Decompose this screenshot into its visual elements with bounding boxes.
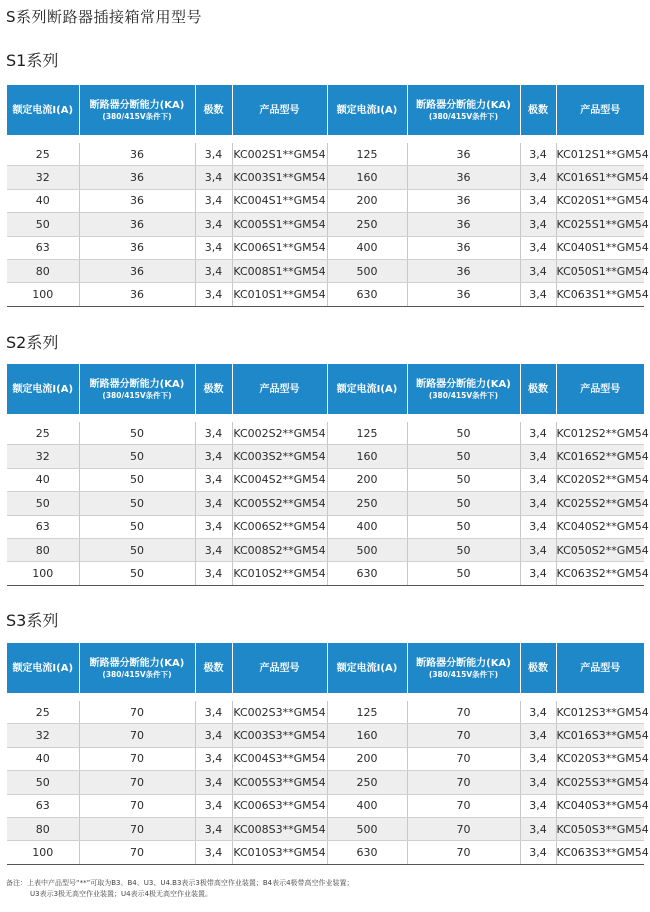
header-breaking: [407, 364, 520, 414]
model-cell: KC063S2**GM54: [556, 562, 644, 585]
poles-cell: 3,4: [195, 259, 232, 282]
current-cell: 25: [7, 422, 79, 445]
breaking-cell: 70: [79, 771, 195, 794]
poles-cell: 3,4: [195, 817, 232, 840]
header-breaking-sub: (380/415V条件下): [428, 390, 499, 400]
header-model: 产品型号: [556, 364, 644, 414]
header-current: 额定电流I(A): [327, 85, 407, 135]
current-cell: 40: [7, 189, 79, 212]
model-cell: KC040S3**GM54: [556, 794, 644, 817]
model-cell: KC050S1**GM54: [556, 259, 644, 282]
poles-cell: 3,4: [195, 143, 232, 166]
breaking-cell: 50: [79, 445, 195, 468]
current-cell: 160: [327, 724, 407, 747]
section-title-s3: S3系列: [6, 611, 59, 630]
table-row: [7, 724, 644, 747]
poles-cell: 3,4: [195, 236, 232, 259]
model-cell: KC020S1**GM54: [556, 189, 644, 212]
current-cell: 32: [7, 166, 79, 189]
breaking-cell: 50: [407, 538, 520, 561]
current-cell: 200: [327, 747, 407, 770]
current-cell: 200: [327, 189, 407, 212]
poles-cell: 3,4: [195, 538, 232, 561]
spacer-cell: [7, 693, 644, 701]
current-cell: 400: [327, 236, 407, 259]
breaking-cell: 70: [407, 817, 520, 840]
model-cell: KC010S3**GM54: [232, 841, 327, 864]
model-cell: KC008S2**GM54: [232, 538, 327, 561]
breaking-cell: 70: [407, 747, 520, 770]
model-cell: KC025S2**GM54: [556, 492, 644, 515]
poles-cell: 3,4: [520, 143, 556, 166]
current-cell: 50: [7, 771, 79, 794]
current-cell: 125: [327, 143, 407, 166]
poles-cell: 3,4: [195, 841, 232, 864]
poles-cell: 3,4: [195, 468, 232, 491]
poles-cell: 3,4: [195, 515, 232, 538]
header-breaking-label: 断路器分断能力(KA): [416, 657, 511, 669]
poles-cell: 3,4: [195, 213, 232, 236]
header-breaking: [407, 643, 520, 693]
poles-cell: 3,4: [195, 794, 232, 817]
breaking-cell: 36: [407, 166, 520, 189]
poles-cell: 3,4: [195, 562, 232, 585]
poles-cell: 3,4: [195, 445, 232, 468]
current-cell: 200: [327, 468, 407, 491]
header-current: 额定电流I(A): [327, 643, 407, 693]
header-breaking-sub: (380/415V条件下): [102, 390, 172, 400]
footnote: [6, 878, 646, 900]
breaking-cell: 36: [407, 283, 520, 306]
breaking-cell: 36: [407, 143, 520, 166]
current-cell: 400: [327, 794, 407, 817]
current-cell: 63: [7, 236, 79, 259]
table-row: [7, 701, 644, 724]
header-breaking-sub: (380/415V条件下): [428, 111, 499, 121]
current-cell: 25: [7, 143, 79, 166]
header-poles: 极数: [195, 643, 232, 693]
header-breaking-sub: (380/415V条件下): [102, 669, 172, 679]
breaking-cell: 36: [79, 189, 195, 212]
model-cell: KC063S1**GM54: [556, 283, 644, 306]
header-current: 额定电流I(A): [7, 643, 79, 693]
poles-cell: 3,4: [195, 422, 232, 445]
current-cell: 32: [7, 445, 79, 468]
header-breaking: [79, 364, 195, 414]
table-row: [7, 562, 644, 585]
breaking-cell: 50: [407, 515, 520, 538]
spec-table-s2: [7, 364, 649, 586]
spec-table-s1: [7, 85, 649, 307]
table-row: [7, 189, 644, 212]
model-cell: KC003S3**GM54: [232, 724, 327, 747]
model-cell: KC008S3**GM54: [232, 817, 327, 840]
header-breaking: [407, 85, 520, 135]
model-cell: KC005S2**GM54: [232, 492, 327, 515]
model-cell: KC002S2**GM54: [232, 422, 327, 445]
header-poles: 极数: [195, 364, 232, 414]
breaking-cell: 36: [407, 213, 520, 236]
model-cell: KC004S1**GM54: [232, 189, 327, 212]
model-cell: KC005S3**GM54: [232, 771, 327, 794]
current-cell: 63: [7, 515, 79, 538]
section-title-s1: S1系列: [6, 51, 59, 70]
model-cell: KC012S3**GM54: [556, 701, 644, 724]
poles-cell: 3,4: [195, 771, 232, 794]
header-breaking: [79, 643, 195, 693]
table-row: [7, 515, 644, 538]
current-cell: 80: [7, 817, 79, 840]
model-cell: KC063S3**GM54: [556, 841, 644, 864]
poles-cell: 3,4: [520, 492, 556, 515]
poles-cell: 3,4: [520, 189, 556, 212]
current-cell: 500: [327, 817, 407, 840]
breaking-cell: 36: [79, 143, 195, 166]
current-cell: 250: [327, 492, 407, 515]
breaking-cell: 70: [407, 701, 520, 724]
model-cell: KC016S2**GM54: [556, 445, 644, 468]
current-cell: 40: [7, 747, 79, 770]
table-row: [7, 143, 644, 166]
poles-cell: 3,4: [520, 817, 556, 840]
current-cell: 250: [327, 213, 407, 236]
breaking-cell: 50: [79, 515, 195, 538]
model-cell: KC006S3**GM54: [232, 794, 327, 817]
table-row: [7, 213, 644, 236]
current-cell: 160: [327, 445, 407, 468]
breaking-cell: 36: [407, 189, 520, 212]
poles-cell: 3,4: [520, 701, 556, 724]
model-cell: KC040S1**GM54: [556, 236, 644, 259]
poles-cell: 3,4: [520, 562, 556, 585]
header-breaking-label: 断路器分断能力(KA): [416, 99, 511, 111]
header-breaking-label: 断路器分断能力(KA): [89, 99, 185, 111]
table-row: [7, 236, 644, 259]
poles-cell: 3,4: [195, 701, 232, 724]
table-row: [7, 259, 644, 282]
header-poles: 极数: [520, 85, 556, 135]
header-poles: 极数: [195, 85, 232, 135]
model-cell: KC020S2**GM54: [556, 468, 644, 491]
model-cell: KC006S2**GM54: [232, 515, 327, 538]
table-row: [7, 817, 644, 840]
breaking-cell: 70: [407, 794, 520, 817]
breaking-cell: 36: [79, 283, 195, 306]
poles-cell: 3,4: [520, 515, 556, 538]
current-cell: 100: [7, 841, 79, 864]
breaking-cell: 36: [79, 236, 195, 259]
current-cell: 630: [327, 283, 407, 306]
breaking-cell: 70: [79, 747, 195, 770]
poles-cell: 3,4: [520, 259, 556, 282]
current-cell: 32: [7, 724, 79, 747]
section-title-s2: S2系列: [6, 333, 59, 352]
poles-cell: 3,4: [520, 538, 556, 561]
table-row: [7, 422, 644, 445]
header-spacer: [7, 414, 644, 422]
header-model: 产品型号: [232, 85, 327, 135]
header-model: 产品型号: [556, 85, 644, 135]
spec-table-s3: [7, 643, 649, 865]
poles-cell: 3,4: [195, 492, 232, 515]
model-cell: KC010S1**GM54: [232, 283, 327, 306]
table-row: [7, 841, 644, 864]
breaking-cell: 36: [407, 236, 520, 259]
current-cell: 630: [327, 562, 407, 585]
breaking-cell: 70: [79, 724, 195, 747]
table-row: [7, 492, 644, 515]
table-header-row: [7, 643, 644, 693]
poles-cell: 3,4: [195, 283, 232, 306]
model-cell: KC006S1**GM54: [232, 236, 327, 259]
model-cell: KC016S1**GM54: [556, 166, 644, 189]
breaking-cell: 36: [79, 213, 195, 236]
current-cell: 40: [7, 468, 79, 491]
table-row: [7, 468, 644, 491]
poles-cell: 3,4: [520, 771, 556, 794]
current-cell: 80: [7, 259, 79, 282]
poles-cell: 3,4: [520, 794, 556, 817]
header-breaking-label: 断路器分断能力(KA): [89, 657, 185, 669]
model-cell: KC050S2**GM54: [556, 538, 644, 561]
model-cell: KC002S1**GM54: [232, 143, 327, 166]
table-header-row: [7, 85, 644, 135]
model-cell: KC008S1**GM54: [232, 259, 327, 282]
table-row: [7, 283, 644, 306]
table-row: [7, 794, 644, 817]
model-cell: KC003S2**GM54: [232, 445, 327, 468]
header-spacer: [7, 693, 644, 701]
model-cell: KC003S1**GM54: [232, 166, 327, 189]
poles-cell: 3,4: [195, 747, 232, 770]
header-breaking-label: 断路器分断能力(KA): [416, 378, 511, 390]
header-current: 额定电流I(A): [7, 364, 79, 414]
header-current: 额定电流I(A): [7, 85, 79, 135]
model-cell: KC005S1**GM54: [232, 213, 327, 236]
header-poles: 极数: [520, 643, 556, 693]
table-header-row: [7, 364, 644, 414]
poles-cell: 3,4: [520, 468, 556, 491]
current-cell: 25: [7, 701, 79, 724]
table-row: [7, 747, 644, 770]
poles-cell: 3,4: [195, 166, 232, 189]
header-model: 产品型号: [232, 364, 327, 414]
footnote-line-2: U3表示3极无高空作业装置；U4表示4极无高空作业装置。: [30, 890, 213, 898]
current-cell: 50: [7, 213, 79, 236]
model-cell: KC012S2**GM54: [556, 422, 644, 445]
model-cell: KC004S2**GM54: [232, 468, 327, 491]
model-cell: KC020S3**GM54: [556, 747, 644, 770]
breaking-cell: 70: [79, 841, 195, 864]
poles-cell: 3,4: [520, 422, 556, 445]
breaking-cell: 50: [407, 562, 520, 585]
breaking-cell: 36: [407, 259, 520, 282]
model-cell: KC002S3**GM54: [232, 701, 327, 724]
current-cell: 250: [327, 771, 407, 794]
table-row: [7, 538, 644, 561]
breaking-cell: 50: [79, 468, 195, 491]
header-breaking-sub: (380/415V条件下): [428, 669, 499, 679]
current-cell: 630: [327, 841, 407, 864]
current-cell: 100: [7, 283, 79, 306]
model-cell: KC012S1**GM54: [556, 143, 644, 166]
current-cell: 500: [327, 538, 407, 561]
table-row: [7, 445, 644, 468]
current-cell: 100: [7, 562, 79, 585]
poles-cell: 3,4: [520, 213, 556, 236]
breaking-cell: 50: [407, 468, 520, 491]
poles-cell: 3,4: [195, 724, 232, 747]
header-spacer: [7, 135, 644, 143]
breaking-cell: 36: [79, 166, 195, 189]
current-cell: 63: [7, 794, 79, 817]
header-breaking-sub: (380/415V条件下): [102, 111, 172, 121]
breaking-cell: 70: [407, 724, 520, 747]
spacer-cell: [7, 135, 644, 143]
current-cell: 160: [327, 166, 407, 189]
header-model: 产品型号: [232, 643, 327, 693]
page-title: S系列断路器插接箱常用型号: [6, 8, 203, 26]
model-cell: KC040S2**GM54: [556, 515, 644, 538]
current-cell: 500: [327, 259, 407, 282]
model-cell: KC025S1**GM54: [556, 213, 644, 236]
current-cell: 80: [7, 538, 79, 561]
model-cell: KC010S2**GM54: [232, 562, 327, 585]
footnote-line-1: 备注：上表中产品型号“**”可取为B3、B4、U3、U4.B3表示3极带高空作业装置；B4表示4极带高空作业装置；: [6, 879, 354, 887]
spacer-cell: [7, 414, 644, 422]
current-cell: 125: [327, 422, 407, 445]
poles-cell: 3,4: [520, 166, 556, 189]
poles-cell: 3,4: [520, 236, 556, 259]
model-cell: KC016S3**GM54: [556, 724, 644, 747]
header-breaking: [79, 85, 195, 135]
table-row: [7, 771, 644, 794]
model-cell: KC050S3**GM54: [556, 817, 644, 840]
breaking-cell: 50: [407, 492, 520, 515]
model-cell: KC004S3**GM54: [232, 747, 327, 770]
breaking-cell: 70: [79, 817, 195, 840]
header-breaking-label: 断路器分断能力(KA): [89, 378, 185, 390]
poles-cell: 3,4: [520, 841, 556, 864]
current-cell: 125: [327, 701, 407, 724]
breaking-cell: 70: [407, 771, 520, 794]
current-cell: 400: [327, 515, 407, 538]
model-cell: KC025S3**GM54: [556, 771, 644, 794]
breaking-cell: 70: [79, 794, 195, 817]
header-model: 产品型号: [556, 643, 644, 693]
poles-cell: 3,4: [520, 724, 556, 747]
breaking-cell: 50: [407, 422, 520, 445]
header-current: 额定电流I(A): [327, 364, 407, 414]
breaking-cell: 50: [407, 445, 520, 468]
poles-cell: 3,4: [520, 445, 556, 468]
current-cell: 50: [7, 492, 79, 515]
breaking-cell: 36: [79, 259, 195, 282]
table-row: [7, 166, 644, 189]
poles-cell: 3,4: [520, 283, 556, 306]
poles-cell: 3,4: [195, 189, 232, 212]
breaking-cell: 50: [79, 562, 195, 585]
breaking-cell: 50: [79, 492, 195, 515]
header-poles: 极数: [520, 364, 556, 414]
breaking-cell: 50: [79, 538, 195, 561]
breaking-cell: 70: [407, 841, 520, 864]
poles-cell: 3,4: [520, 747, 556, 770]
breaking-cell: 70: [79, 701, 195, 724]
breaking-cell: 50: [79, 422, 195, 445]
